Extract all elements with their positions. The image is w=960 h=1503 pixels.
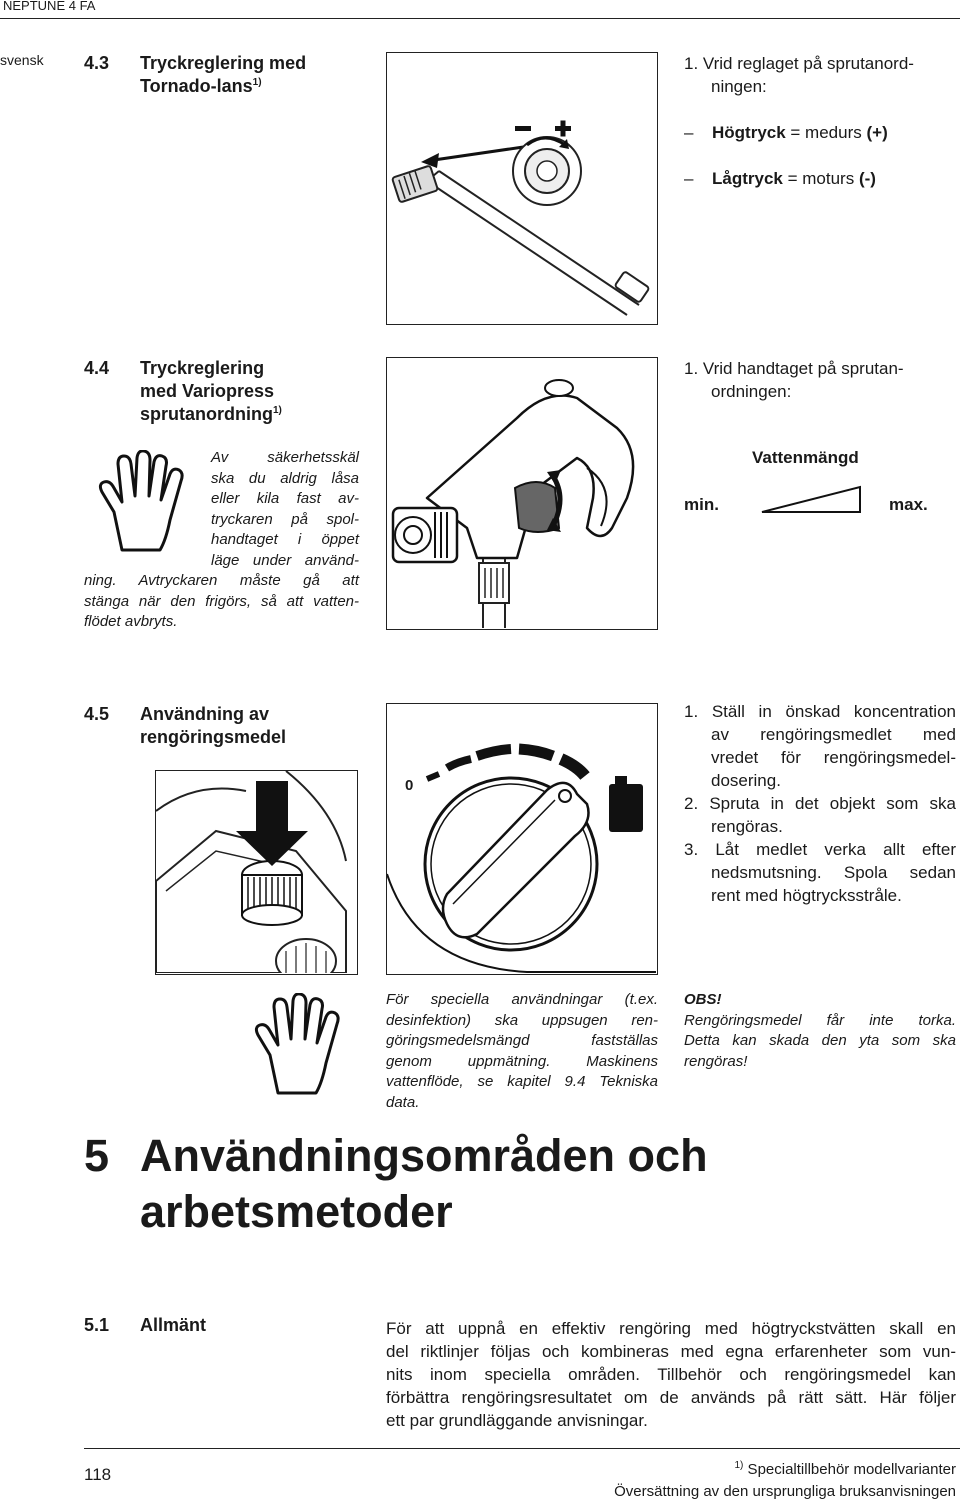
step-line: dosering. xyxy=(711,771,781,790)
warning-line: ska du aldrig låsa xyxy=(211,469,359,487)
safety-warning-continued xyxy=(84,571,359,633)
obs-line: rengöras! xyxy=(684,1052,748,1070)
title-line: Tryckreglering xyxy=(140,358,265,378)
header-model: NEPTUNE 4 FA xyxy=(3,0,96,13)
section-4-5-title xyxy=(140,703,286,749)
footnote-mark: 1) xyxy=(252,77,262,88)
flow-label: Vattenmängd xyxy=(752,448,859,467)
hand-stop-icon xyxy=(248,993,358,1103)
warning-line: flödet avbryts. xyxy=(84,613,178,630)
item-text: = moturs xyxy=(782,169,859,188)
step-line: 1. Vrid handtaget på sprutan- xyxy=(684,359,904,378)
step-line: av rengöringsmedlet med xyxy=(711,725,956,744)
warning-line: Av säkerhetsskäl xyxy=(211,449,359,466)
detergent-tank-drawing xyxy=(156,771,356,973)
low-pressure-item xyxy=(684,167,876,190)
obs-title: OBS! xyxy=(684,991,722,1008)
chapter-5-number: 5 xyxy=(84,1130,110,1181)
section-4-3-title xyxy=(140,52,306,98)
section-4-4-title xyxy=(140,357,282,426)
item-bold: Högtryck xyxy=(712,123,786,142)
step-line: rent med högtrycksstråle. xyxy=(711,886,902,905)
translation-note: Översättning av den ursprungliga bruksanvisningen xyxy=(614,1483,956,1500)
obs-line: Detta kan skada den yta som ska xyxy=(684,1032,956,1049)
safety-warning xyxy=(211,448,359,571)
obs-note xyxy=(684,990,956,1072)
paragraph-line: För att uppnå en effektiv rengöring med högtryckstvätten skall en xyxy=(386,1319,956,1338)
footnote-mark: 1) xyxy=(273,405,282,416)
variopress-gun-drawing xyxy=(387,358,656,628)
note-line: genom uppmätning. Maskinens xyxy=(386,1052,658,1070)
chapter-5-title xyxy=(140,1128,708,1240)
footer-notes xyxy=(614,1459,956,1503)
header-rule xyxy=(0,18,960,19)
step-line: 2. Spruta in det objekt som ska xyxy=(684,794,956,813)
item-text: = medurs xyxy=(785,123,867,142)
page-number: 118 xyxy=(84,1465,112,1484)
special-use-note xyxy=(386,990,658,1113)
paragraph-line: förbättra rengöringsresultatet om de används på rätt sätt. Här följer xyxy=(386,1388,956,1407)
warning-line: ning. Avtryckaren måste gå att xyxy=(84,572,359,589)
footer-rule xyxy=(84,1448,960,1449)
language-label: svensk xyxy=(0,52,44,68)
section-4-4-number: 4.4 xyxy=(84,358,110,378)
variopress-gun-figure xyxy=(386,357,658,630)
tornado-lance-drawing xyxy=(387,53,656,323)
title-line: Tryckreglering med xyxy=(140,53,307,73)
warning-line: tryckaren på spol- xyxy=(211,510,359,528)
title-line: Tornado-lans xyxy=(140,76,253,96)
warning-line: stänga när den frigörs, så att vatten- xyxy=(84,592,359,610)
dash: – xyxy=(684,169,694,188)
title-line: rengöringsmedel xyxy=(140,727,287,747)
section-4-5-steps xyxy=(684,700,956,907)
item-sign: (+) xyxy=(866,123,888,142)
dash: – xyxy=(684,123,694,142)
paragraph-line: ett par grundläggande anvisningar. xyxy=(386,1411,648,1430)
section-4-3-number: 4.3 xyxy=(84,53,110,73)
tornado-lance-figure xyxy=(386,52,658,325)
detergent-tank-figure xyxy=(155,770,358,975)
section-4-5-number: 4.5 xyxy=(84,704,110,724)
max-label: max. xyxy=(889,495,928,514)
knob-zero-label: 0 xyxy=(405,777,414,794)
step-line: ningen: xyxy=(711,77,767,96)
obs-line: Rengöringsmedel får inte torka. xyxy=(684,1011,956,1029)
note-line: data. xyxy=(386,1093,420,1111)
step-line: 1. Vrid reglaget på sprutanord- xyxy=(684,54,914,73)
title-line: Användning av xyxy=(140,704,270,724)
high-pressure-item xyxy=(684,121,888,144)
chapter-title-line: arbetsmetoder xyxy=(140,1186,453,1237)
step-line: vredet för rengöringsmedel- xyxy=(711,748,956,767)
note-line: desinfektion) ska uppsugen ren- xyxy=(386,1011,658,1029)
section-5-1-title: Allmänt xyxy=(140,1315,207,1335)
paragraph-line: nits inom speciella områden. Tillbehör och rengöringsmedel kan xyxy=(386,1365,956,1384)
title-line: med Variopress xyxy=(140,381,275,401)
hand-stop-icon xyxy=(92,450,202,560)
item-sign: (-) xyxy=(858,169,876,188)
section-4-3-step xyxy=(684,52,914,98)
chapter-title-line: Användningsområden och xyxy=(140,1130,708,1181)
footnote-text: Specialtillbehör modellvarianter xyxy=(743,1461,956,1478)
step-line: rengöras. xyxy=(711,817,783,836)
detergent-knob-drawing xyxy=(387,704,656,973)
flow-wedge-icon xyxy=(760,485,864,515)
step-line: nedsmutsning. Spola sedan xyxy=(711,863,956,882)
section-4-4-step xyxy=(684,357,904,403)
note-line: För speciella användningar (t.ex. xyxy=(386,991,658,1008)
item-bold: Lågtryck xyxy=(712,169,783,188)
warning-line: läge under använd- xyxy=(211,551,359,569)
step-line: ordningen: xyxy=(711,382,792,401)
section-5-1-number: 5.1 xyxy=(84,1315,110,1335)
section-5-1-paragraph xyxy=(386,1317,956,1432)
footnote-mark: 1) xyxy=(734,1460,744,1471)
step-line: 1. Ställ in önskad koncentration xyxy=(684,702,956,721)
min-label: min. xyxy=(684,495,719,514)
title-line: sprutanordning xyxy=(140,404,273,424)
note-line: vattenflöde, se kapitel 9.4 Tekniska xyxy=(386,1073,658,1090)
warning-line: handtaget i öppet xyxy=(211,531,359,548)
warning-line: eller kila fast av- xyxy=(211,490,359,507)
paragraph-line: del riktlinjer följas och kombineras med egna erfarenheter som vun- xyxy=(386,1342,956,1361)
step-line: 3. Låt medlet verka allt efter xyxy=(684,840,956,859)
detergent-knob-figure xyxy=(386,703,658,975)
note-line: göringsmedelsmängd fastställas xyxy=(386,1032,658,1049)
